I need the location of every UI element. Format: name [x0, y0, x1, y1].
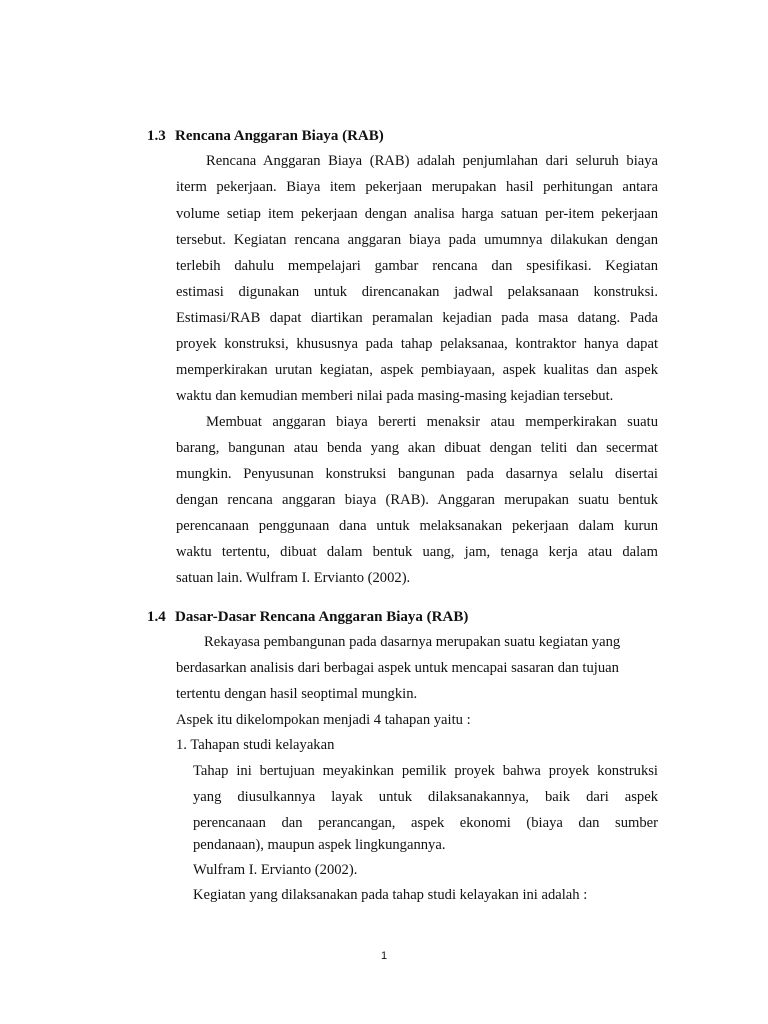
paragraph-line: tertentu dengan hasil seoptimal mungkin. [176, 686, 418, 702]
paragraph-line: tersebut. Kegiatan rencana anggaran biaya pada umumnya dilakukan dengan [176, 232, 658, 248]
paragraph-line: berdasarkan analisis dari berbagai aspek untuk mencapai sasaran dan tujuan [176, 660, 619, 676]
list-item-line: perencanaan dan perancangan, aspek ekonomi (biaya dan sumber [193, 815, 658, 831]
list-item-line: Tahap ini bertujuan meyakinkan pemilik proyek bahwa proyek konstruksi [193, 763, 658, 779]
paragraph-line: perencanaan penggunaan dana untuk melaksanakan pekerjaan dalam kurun [176, 518, 658, 534]
paragraph-line: Rekayasa pembangunan pada dasarnya merupakan suatu kegiatan yang [204, 634, 621, 650]
list-item-label: 1. Tahapan studi kelayakan [176, 737, 335, 753]
kegiatan-line: Kegiatan yang dilaksanakan pada tahap studi kelayakan ini adalah : [193, 887, 588, 903]
paragraph-line: Estimasi/RAB dapat diartikan peramalan kejadian pada masa datang. Pada [176, 310, 658, 326]
paragraph-line: estimasi digunakan untuk direncanakan jadwal pelaksanaan konstruksi. [176, 284, 658, 300]
section-heading-1-3 [147, 128, 384, 145]
paragraph-line: dengan rencana anggaran biaya (RAB). Anggaran merupakan suatu bentuk [176, 492, 658, 508]
paragraph-line: iterm pekerjaan. Biaya item pekerjaan merupakan hasil perhitungan antara [176, 179, 658, 195]
paragraph-line: memperkirakan urutan kegiatan, aspek pembiayaan, aspek kualitas dan aspek [176, 362, 658, 378]
paragraph-line: waktu tertentu, dibuat dalam bentuk uang, jam, tenaga kerja atau dalam [176, 544, 658, 560]
section-number: 1.4 [147, 609, 166, 625]
aspek-intro: Aspek itu dikelompokan menjadi 4 tahapan yaitu : [176, 712, 471, 728]
paragraph-line: terlebih dahulu mempelajari gambar rencana dan spesifikasi. Kegiatan [176, 258, 658, 274]
citation: Wulfram I. Ervianto (2002). [193, 862, 358, 878]
section-heading-1-4 [147, 609, 468, 626]
paragraph-line: proyek konstruksi, khususnya pada tahap pelaksanaa, kontraktor hanya dapat [176, 336, 658, 352]
paragraph-line: waktu dan kemudian memberi nilai pada masing-masing kejadian tersebut. [176, 388, 614, 404]
paragraph-line: volume setiap item pekerjaan dengan analisa harga satuan per-item pekerjaan [176, 206, 658, 222]
list-item-line: yang diusulkannya layak untuk dilaksanakannya, baik dari aspek [193, 789, 658, 805]
paragraph-line: Membuat anggaran biaya bererti menaksir atau memperkirakan suatu [206, 414, 658, 430]
paragraph-line: satuan lain. Wulfram I. Ervianto (2002). [176, 570, 411, 586]
paragraph-line: barang, bangunan atau benda yang akan dibuat dengan teliti dan secermat [176, 440, 658, 456]
section-title: Dasar-Dasar Rencana Anggaran Biaya (RAB) [175, 609, 469, 625]
page-number: 1 [380, 950, 388, 962]
paragraph-line: mungkin. Penyusunan konstruksi bangunan pada dasarnya selalu disertai [176, 466, 658, 482]
list-item-line: pendanaan), maupun aspek lingkungannya. [193, 837, 446, 853]
paragraph-line: Rencana Anggaran Biaya (RAB) adalah penjumlahan dari seluruh biaya [206, 153, 658, 169]
section-number: 1.3 [147, 128, 166, 144]
section-title: Rencana Anggaran Biaya (RAB) [175, 128, 384, 144]
